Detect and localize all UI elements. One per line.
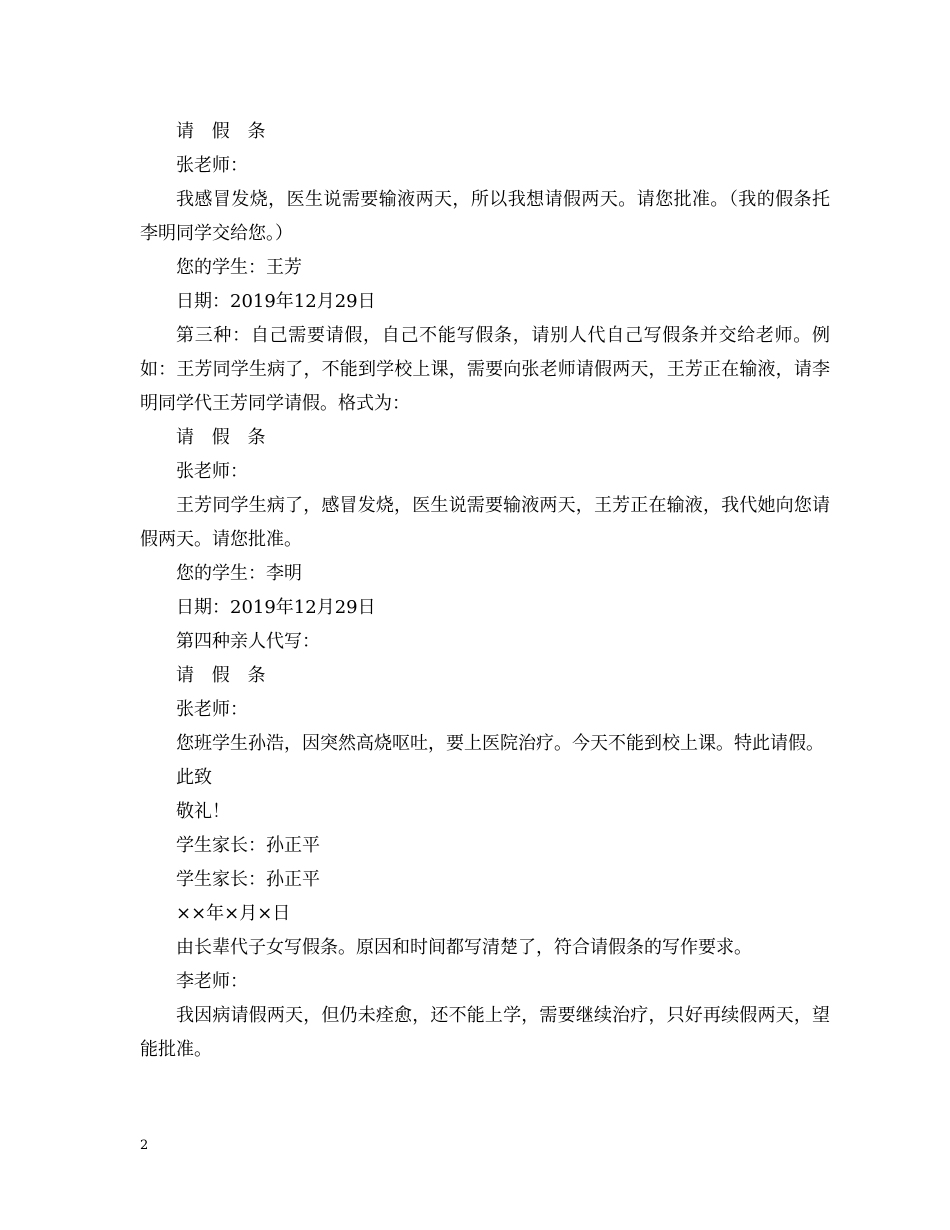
document-body (140, 115, 830, 1067)
signature-line: 学生家长：孙正平 (176, 869, 320, 890)
note-title: 请 假 条 (176, 665, 272, 686)
closing-line: 敬礼！ (176, 801, 230, 822)
signature-line: 您的学生：王芳 (176, 257, 302, 278)
date-line: 日期：2019年12月29日 (176, 597, 376, 618)
body-paragraph: 我因病请假两天，但仍未痊愈，还不能上学，需要继续治疗，只好再续假两天，望能批准。 (140, 1005, 830, 1060)
date-line: 日期：2019年12月29日 (176, 291, 376, 312)
section-heading: 第四种亲人代写： (176, 631, 320, 652)
note-title: 请 假 条 (176, 427, 272, 448)
body-paragraph: 我感冒发烧，医生说需要输液两天，所以我想请假两天。请您批准。（我的假条托李明同学交给您。） (140, 189, 830, 244)
explanation-paragraph: 由长辈代子女写假条。原因和时间都写清楚了，符合请假条的写作要求。 (176, 937, 752, 958)
signature-line: 您的学生：李明 (176, 563, 302, 584)
salutation: 张老师： (176, 699, 248, 720)
signature-line: 学生家长：孙正平 (176, 835, 320, 856)
closing-line: 此致 (176, 767, 212, 788)
salutation: 张老师： (176, 155, 248, 176)
note-title: 请 假 条 (176, 121, 272, 142)
explanation-paragraph: 第三种：自己需要请假，自己不能写假条，请别人代自己写假条并交给老师。例如：王芳同学生病了，不能到学校上课，需要向张老师请假两天，王芳正在输液，请李明同学代王芳同学请假。格式为： (140, 325, 830, 414)
date-line: ××年×月×日 (176, 903, 291, 924)
body-paragraph: 您班学生孙浩，因突然高烧呕吐，要上医院治疗。今天不能到校上课。特此请假。 (176, 733, 824, 754)
salutation: 张老师： (176, 461, 248, 482)
body-paragraph: 王芳同学生病了，感冒发烧，医生说需要输液两天，王芳正在输液，我代她向您请假两天。请您批准。 (140, 495, 830, 550)
salutation: 李老师： (176, 971, 248, 992)
page-number: 2 (140, 1138, 149, 1153)
